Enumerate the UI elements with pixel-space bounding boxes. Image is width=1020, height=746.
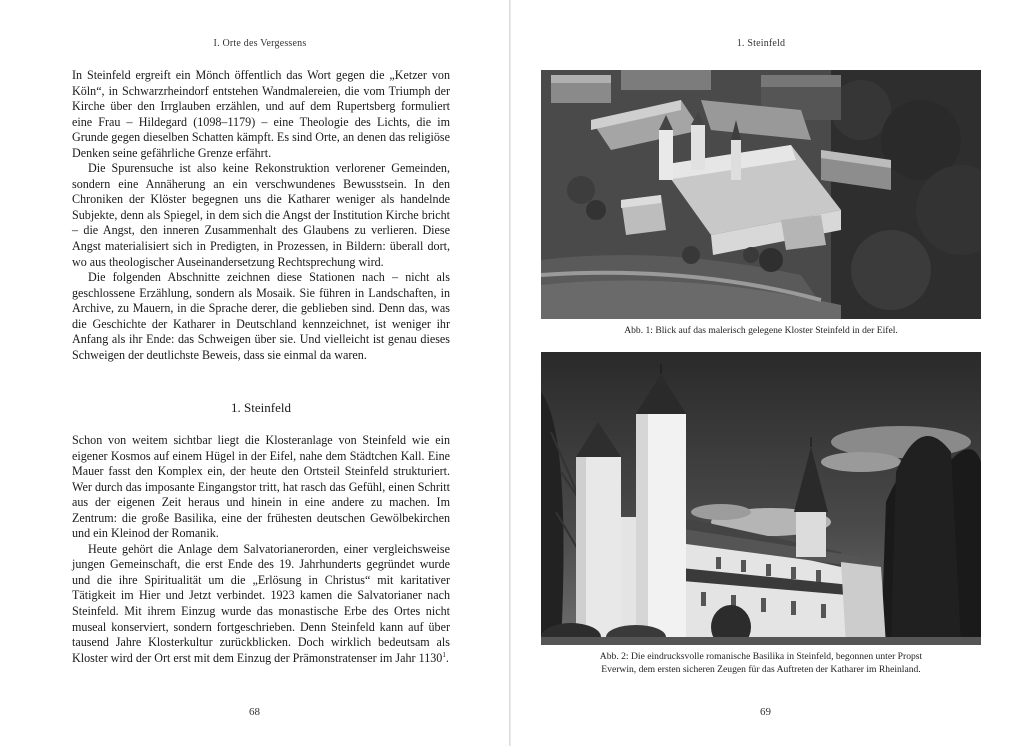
paragraph-text: Heute gehört die Anlage dem Salvatorianerorden, einer vergleichsweise jungen Gemeinschaft, die erst Ende des 19. Jahrhunderts gegründet wurde und die ihre Spiritualität um die „Erlösung in Christus“ mit karitativer Tätigkeit im Hier und Jetzt verbindet. 1923 kamen die Salvatorianer nach Steinfeld. Mit ihrem Einzug wurde das monastische Erbe des Ortes nicht museal konserviert, sondern fortgeschrieben. Denn Steinfeld kann auf über tausend Jahre Klosterkultur zurückblicken. Doch wirklich bedeutsam als Kloster wird der Ort erst mit dem Einzug der Prämonstratenser im Jahr 1130	[72, 541, 450, 665]
figure-caption: Abb. 1: Blick auf das malerisch gelegene Kloster Steinfeld in der Eifel.	[624, 325, 898, 336]
footnote-marker[interactable]: 1	[442, 650, 446, 659]
caption-line: Abb. 2: Die eindrucksvolle romanische Basilika in Steinfeld, begonnen unter Propst	[599, 651, 923, 662]
figure-caption	[541, 650, 981, 676]
section-heading: 1. Steinfeld	[231, 400, 291, 415]
aerial-photo	[541, 70, 981, 319]
paragraph: In Steinfeld ergreift ein Mönch öffentlich das Wort gegen die „Ketzer von Köln“, in Schwarzrheindorf entstehen Wandmalereien, die vom Triumph der Kirche über den Irrglauben erzählen, und auf dem Rupertsberg formuliert eine Frau – Hildegard (1098–1179) – eine Theologie des Lichts, die im Grunde gegen dieselben Schatten kämpft. Es sind Orte, an denen das religiöse Denken seine gefährliche Grenze erfährt.	[72, 68, 450, 160]
paragraph: Die folgenden Abschnitte zeichnen diese Stationen nach – nicht als geschlossene Erzählung, sondern als Mosaik. Sie führen in Landschaften, in Archive, zu Mauern, in die Sprache derer, die geblieben sind. Denn das, was die Geschichte der Katharer in Deutschland kennzeichnet, ist weniger ihr Anfang als ihr Ende: das Schweigen über sie. Und vielleicht ist genau dieses Schweigen der deutlichste Beweis, dass sie einmal da waren.	[72, 270, 450, 362]
aerial-photo-illustration	[541, 70, 981, 319]
left-page	[0, 0, 509, 746]
basilica-photo-illustration	[541, 352, 981, 645]
section-text	[72, 433, 450, 666]
paragraph-period: .	[445, 650, 449, 665]
page-number-left: 68	[249, 706, 260, 718]
right-page	[511, 0, 1020, 746]
caption-line: Everwin, dem ersten sicheren Zeugen für das Auftreten der Katharer im Rheinland.	[601, 664, 921, 675]
intro-text	[72, 68, 450, 363]
paragraph	[72, 542, 450, 666]
paragraph: Die Spurensuche ist also keine Rekonstruktion verlorener Gemeinden, sondern eine Annäherung an ein verschwundenes Bewusstsein. In den Chroniken der Klöster begegnen uns die Katharer weniger als handelnde Subjekte, denn als Spiegel, in dem sich die Angst der Institution Kirche bricht – die Angst, den inneren Zusammenhalt des Glaubens zu verlieren. Diese Angst materialisiert sich in Predigten, in Prozessen, in Bildern: überall dort, wo aus theologischer Auseinandersetzung Rechtsprechung wird.	[72, 161, 450, 269]
basilica-photo	[541, 352, 981, 645]
paragraph: Schon von weitem sichtbar liegt die Klosteranlage von Steinfeld wie ein eigener Kosmos auf einem Hügel in der Eifel, nahe dem Städtchen Kall. Eine Mauer fasst den Komplex ein, der heute den Ortsteil Steinfeld strukturiert. Wer durch das imposante Eingangstor tritt, hat rasch das Gefühl, einen Schritt aus der eigenen Zeit heraus und hinein in eine andere zu machen. Im Zentrum: die große Basilika, eine der frühesten deutschen Gewölbekirchen und ein Kleinod der Romanik.	[72, 433, 450, 541]
running-head-left: I. Orte des Vergessens	[213, 38, 307, 49]
page-number-right: 69	[760, 706, 771, 718]
running-head-right: 1. Steinfeld	[736, 38, 786, 49]
